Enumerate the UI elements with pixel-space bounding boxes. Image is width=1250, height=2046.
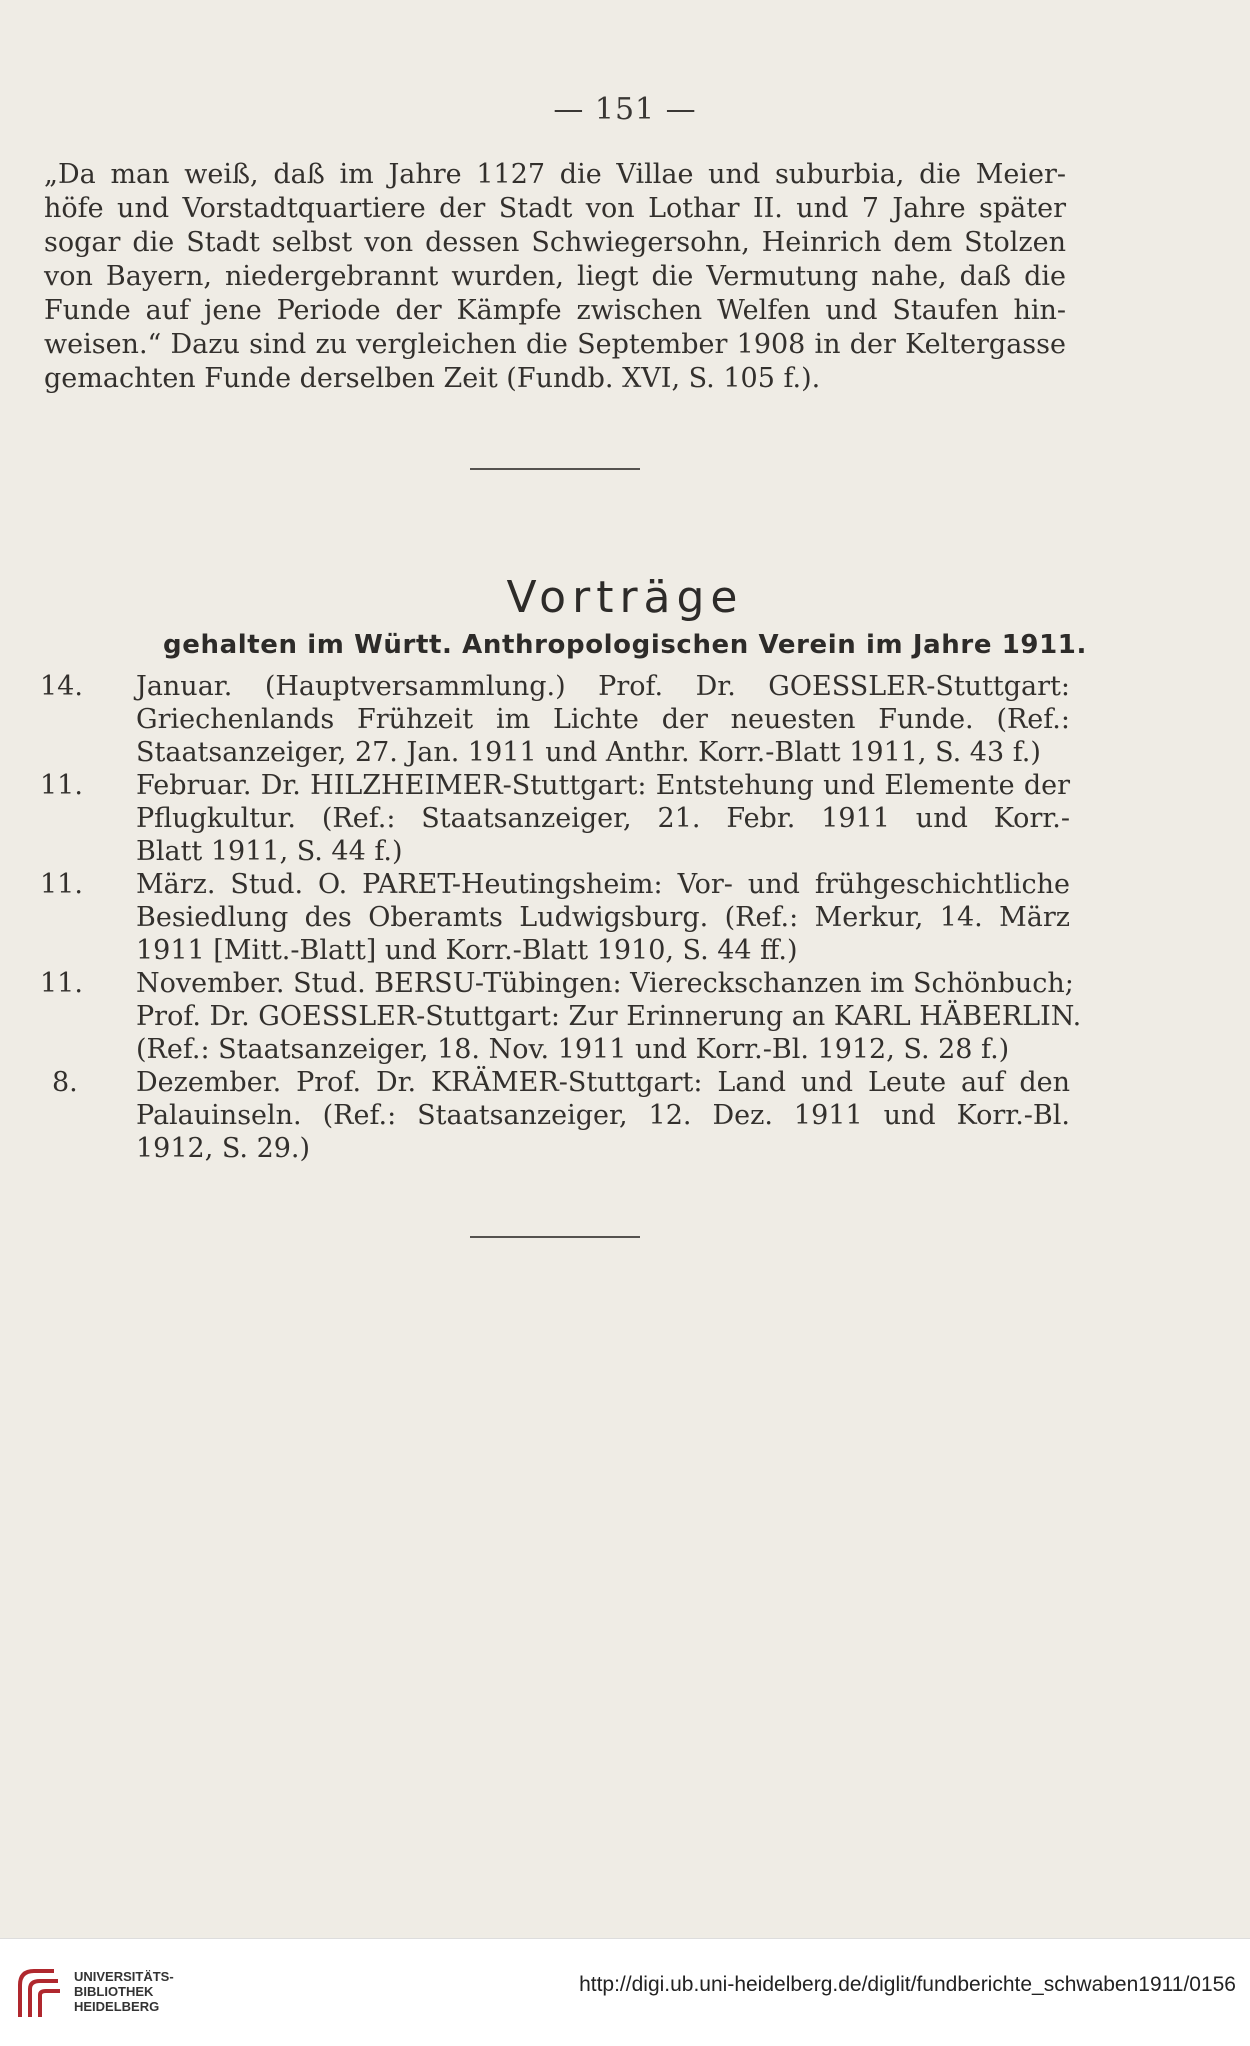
viewer-footer bbox=[0, 1938, 1250, 2046]
lecture-list bbox=[40, 670, 1082, 1165]
entry-line: Staatsanzeiger, 27. Jan. 1911 und Anthr. Korr.-Blatt 1911, S. 43 f.) bbox=[136, 737, 1041, 768]
page-number: — 151 — bbox=[553, 92, 697, 127]
entry-line: Blatt 1911, S. 44 f.) bbox=[136, 836, 403, 867]
entry-line: 1912, S. 29.) bbox=[136, 1133, 311, 1164]
divider-bottom bbox=[470, 1236, 640, 1238]
entry-line: Dezember. Prof. Dr. KRÄMER-Stuttgart: Land und Leute auf den bbox=[136, 1067, 1070, 1098]
entry-line: Besiedlung des Oberamts Ludwigsburg. (Ref.: Merkur, 14. März bbox=[136, 902, 1070, 933]
lecture-entry bbox=[40, 769, 1070, 868]
intro-line: Funde auf jene Periode der Kämpfe zwischen Welfen und Staufen hin- bbox=[44, 295, 1066, 326]
entry-line: Pflugkultur. (Ref.: Staatsanzeiger, 21. Febr. 1911 und Korr.- bbox=[136, 803, 1070, 834]
entry-line: Griechenlands Frühzeit im Lichte der neuesten Funde. (Ref.: bbox=[136, 704, 1070, 735]
entry-line: November. Stud. BERSU-Tübingen: Viereckschanzen im Schönbuch; bbox=[136, 968, 1074, 999]
section-subheading: gehalten im Württ. Anthropologischen Verein im Jahre 1911. bbox=[163, 630, 1087, 660]
entry-line: Februar. Dr. HILZHEIMER-Stuttgart: Entstehung und Elemente der bbox=[136, 770, 1070, 801]
intro-line: weisen.“ Dazu sind zu vergleichen die September 1908 in der Keltergasse bbox=[44, 329, 1066, 360]
university-library-logo-icon bbox=[14, 1963, 64, 2019]
lecture-entry bbox=[40, 868, 1070, 967]
library-name-line: HEIDELBERG bbox=[74, 1999, 160, 2014]
entry-line: Januar. (Hauptversammlung.) Prof. Dr. GOESSLER-Stuttgart: bbox=[136, 671, 1070, 702]
entry-line: 1911 [Mitt.-Blatt] und Korr.-Blatt 1910, S. 44 ff.) bbox=[136, 935, 798, 966]
entry-line: März. Stud. O. PARET-Heutingsheim: Vor- und frühgeschichtliche bbox=[136, 869, 1070, 900]
intro-line: sogar die Stadt selbst von dessen Schwiegersohn, Heinrich dem Stolzen bbox=[44, 227, 1066, 258]
entry-day: 11. bbox=[40, 869, 83, 900]
intro-paragraph bbox=[44, 158, 1066, 396]
section-heading: Vorträge bbox=[506, 572, 744, 623]
intro-line: von Bayern, niedergebrannt wurden, liegt die Vermutung nahe, daß die bbox=[44, 261, 1066, 292]
entry-day: 14. bbox=[40, 671, 83, 702]
entry-day: 11. bbox=[40, 770, 83, 801]
entry-line: (Ref.: Staatsanzeiger, 18. Nov. 1911 und Korr.-Bl. 1912, S. 28 f.) bbox=[136, 1034, 1010, 1065]
entry-line: Prof. Dr. GOESSLER-Stuttgart: Zur Erinnerung an KARL HÄBERLIN. bbox=[136, 1001, 1082, 1032]
intro-line: gemachten Funde derselben Zeit (Fundb. XVI, S. 105 f.). bbox=[44, 363, 821, 394]
intro-line: „Da man weiß, daß im Jahre 1127 die Villae und suburbia, die Meier- bbox=[44, 159, 1066, 190]
intro-line: höfe und Vorstadtquartiere der Stadt von Lothar II. und 7 Jahre später bbox=[44, 193, 1066, 224]
divider-top bbox=[470, 468, 640, 470]
permalink-url[interactable]: http://digi.ub.uni-heidelberg.de/diglit/fundberichte_schwaben1911/0156 bbox=[579, 1973, 1236, 1996]
entry-line: Palauinseln. (Ref.: Staatsanzeiger, 12. Dez. 1911 und Korr.-Bl. bbox=[136, 1100, 1070, 1131]
lecture-entry bbox=[40, 1066, 1070, 1165]
library-name bbox=[74, 1969, 174, 2014]
entry-day: 8. bbox=[52, 1067, 78, 1098]
entry-day: 11. bbox=[40, 968, 83, 999]
lecture-entry bbox=[40, 967, 1082, 1066]
lecture-entry bbox=[40, 670, 1070, 769]
library-name-line: BIBLIOTHEK bbox=[74, 1984, 154, 1999]
library-name-line: UNIVERSITÄTS- bbox=[74, 1969, 174, 1984]
